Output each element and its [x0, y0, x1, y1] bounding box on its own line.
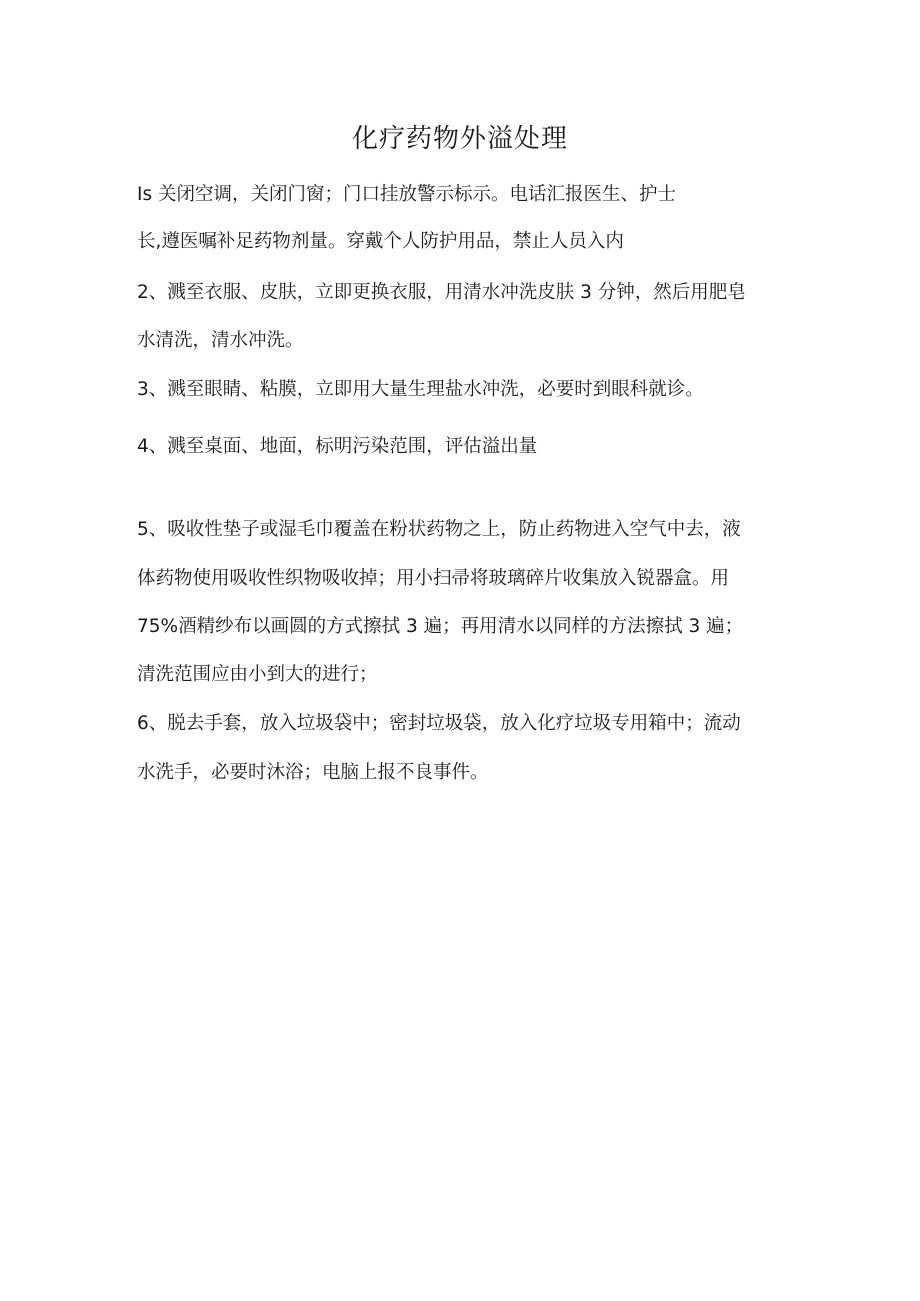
step-5-line-2: 体药物使用吸收性织物吸收掉；用小扫帚将玻璃碎片收集放入锐器盒。用 [137, 568, 730, 589]
step-2-line-1: 2、溅至衣服、皮肤，立即更换衣服，用清水冲洗皮肤 3 分钟，然后用肥皂 [137, 282, 746, 303]
step-5-line-1: 5、吸收性垫子或湿毛巾覆盖在粉状药物之上，防止药物进入空气中去，液 [137, 519, 741, 540]
step-5-line-3: 75%酒精纱布以画圆的方式擦拭 3 遍；再用清水以同样的方法擦拭 3 遍； [137, 616, 744, 637]
step-5-line-4: 清洗范围应由小到大的进行； [137, 664, 378, 685]
step-2-line-2: 水清洗，清水冲洗。 [137, 330, 304, 351]
step-1-line-1: Is 关闭空调，关闭门窗；门口挂放警示标示。电话汇报医生、护士 [137, 184, 676, 205]
step-1-line-2: 长,遵医嘱补足药物剂量。穿戴个人防护用品，禁止人员入内 [137, 231, 624, 252]
page-title: 化疗药物外溢处理 [351, 124, 568, 154]
step-3-line-1: 3、溅至眼睛、粘膜，立即用大量生理盐水冲洗，必要时到眼科就诊。 [137, 379, 704, 400]
step-6-line-1: 6、脱去手套，放入垃圾袋中；密封垃圾袋，放入化疗垃圾专用箱中；流动 [137, 713, 741, 734]
step-4-line-1: 4、溅至桌面、地面，标明污染范围，评估溢出量 [137, 436, 538, 457]
step-6-line-2: 水洗手，必要时沐浴；电脑上报不良事件。 [137, 762, 489, 783]
